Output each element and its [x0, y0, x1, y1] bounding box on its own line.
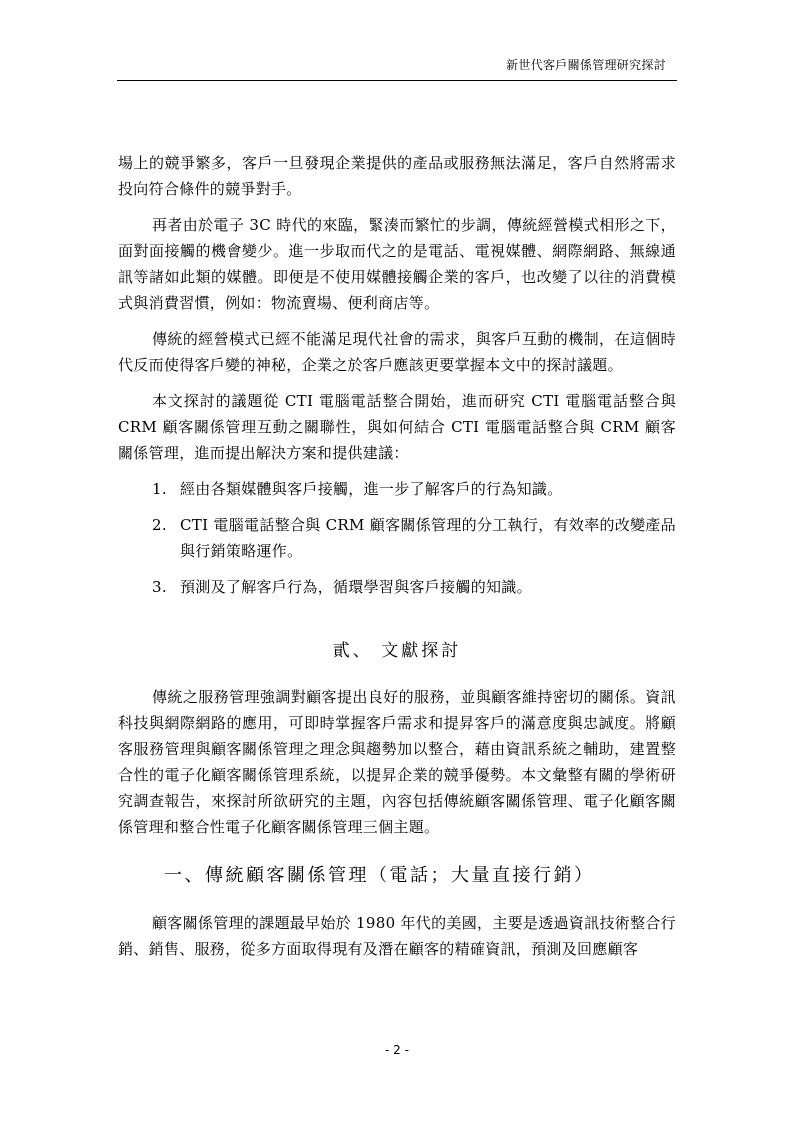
paragraph-literature-review: 傳統之服務管理強調對顧客提出良好的服務，並與顧客維持密切的關係。資訊科技與網際網路的應用，可即時掌握客戶需求和提昇客戶的滿意度與忠誠度。將顧客服務管理與顧客關係管理之理念與趨勢加以整合，藉由資訊系統之輔助，建置整合性的電子化顧客關係管理系統，以提昇企業的競爭優勢。本文彙整有關的學術研究調查報告，來探討所欲研究的主題，內容包括傳統顧客關係管理、電子化顧客關係管理和整合性電子化顧客關係管理三個主題。: [118, 688, 676, 836]
list-number: 3.: [152, 578, 167, 596]
list-item: [118, 574, 676, 600]
list-item-text: CTI 電腦電話整合與 CRM 顧客關係管理的分工執行，有效率的改變產品與行銷策略運作。: [180, 516, 676, 560]
paragraph-3c-era: 再者由於電子 3C 時代的來臨，緊湊而繁忙的步調，傳統經營模式相形之下，面對面接觸的機會變少。進一步取而代之的是電話、電視媒體、網際網路、無線通訊等諸如此類的媒體。即便是不使用媒體接觸企業的客戶，也改變了以往的消費模式與消費習慣，例如：物流賣場、便利商店等。: [118, 216, 676, 312]
list-item-text: 經由各類媒體與客戶接觸，進一步了解客戶的行為知識。: [180, 480, 563, 498]
page-number: - 2 -: [385, 1043, 409, 1057]
paragraph-traditional-model: 傳統的經營模式已經不能滿足現代社會的需求，與客戶互動的機制，在這個時代反而使得客戶變的神秘，企業之於客戶應該更要掌握本文中的探討議題。: [118, 330, 676, 374]
list-number: 1.: [152, 480, 167, 498]
list-item: [118, 512, 676, 564]
paragraph-continuation: 場上的競爭繁多，客戶一旦發現企業提供的產品或服務無法滿足，客戶自然將需求投向符合條件的競爭對手。: [118, 154, 676, 198]
section-heading: 貳、 文獻探討: [332, 641, 462, 661]
subsection-heading: 一、傳統顧客關係管理（電話；大量直接行銷）: [164, 865, 595, 886]
list-number: 2.: [152, 516, 167, 534]
paragraph-topic-intro: 本文探討的議題從 CTI 電腦電話整合開始，進而研究 CTI 電腦電話整合與 CRM 顧客關係管理互動之關聯性，與如何結合 CTI 電腦電話整合與 CRM 顧客關係管理，進而提出解決方案和提供建議：: [118, 392, 676, 462]
list-item: [118, 476, 676, 502]
numbered-list: [118, 476, 676, 600]
body-text: [118, 150, 676, 972]
running-header: 新世代客戶關係管理研究探討: [506, 58, 666, 72]
paragraph-traditional-crm: 顧客關係管理的課題最早始於 1980 年代的美國，主要是透過資訊技術整合行銷、銷售、服務，從多方面取得現有及潛在顧客的精確資訊，預測及回應顧客: [118, 914, 676, 958]
header-rule: [117, 80, 677, 81]
list-item-text: 預測及了解客戶行為，循環學習與客戶接觸的知識。: [180, 578, 532, 596]
